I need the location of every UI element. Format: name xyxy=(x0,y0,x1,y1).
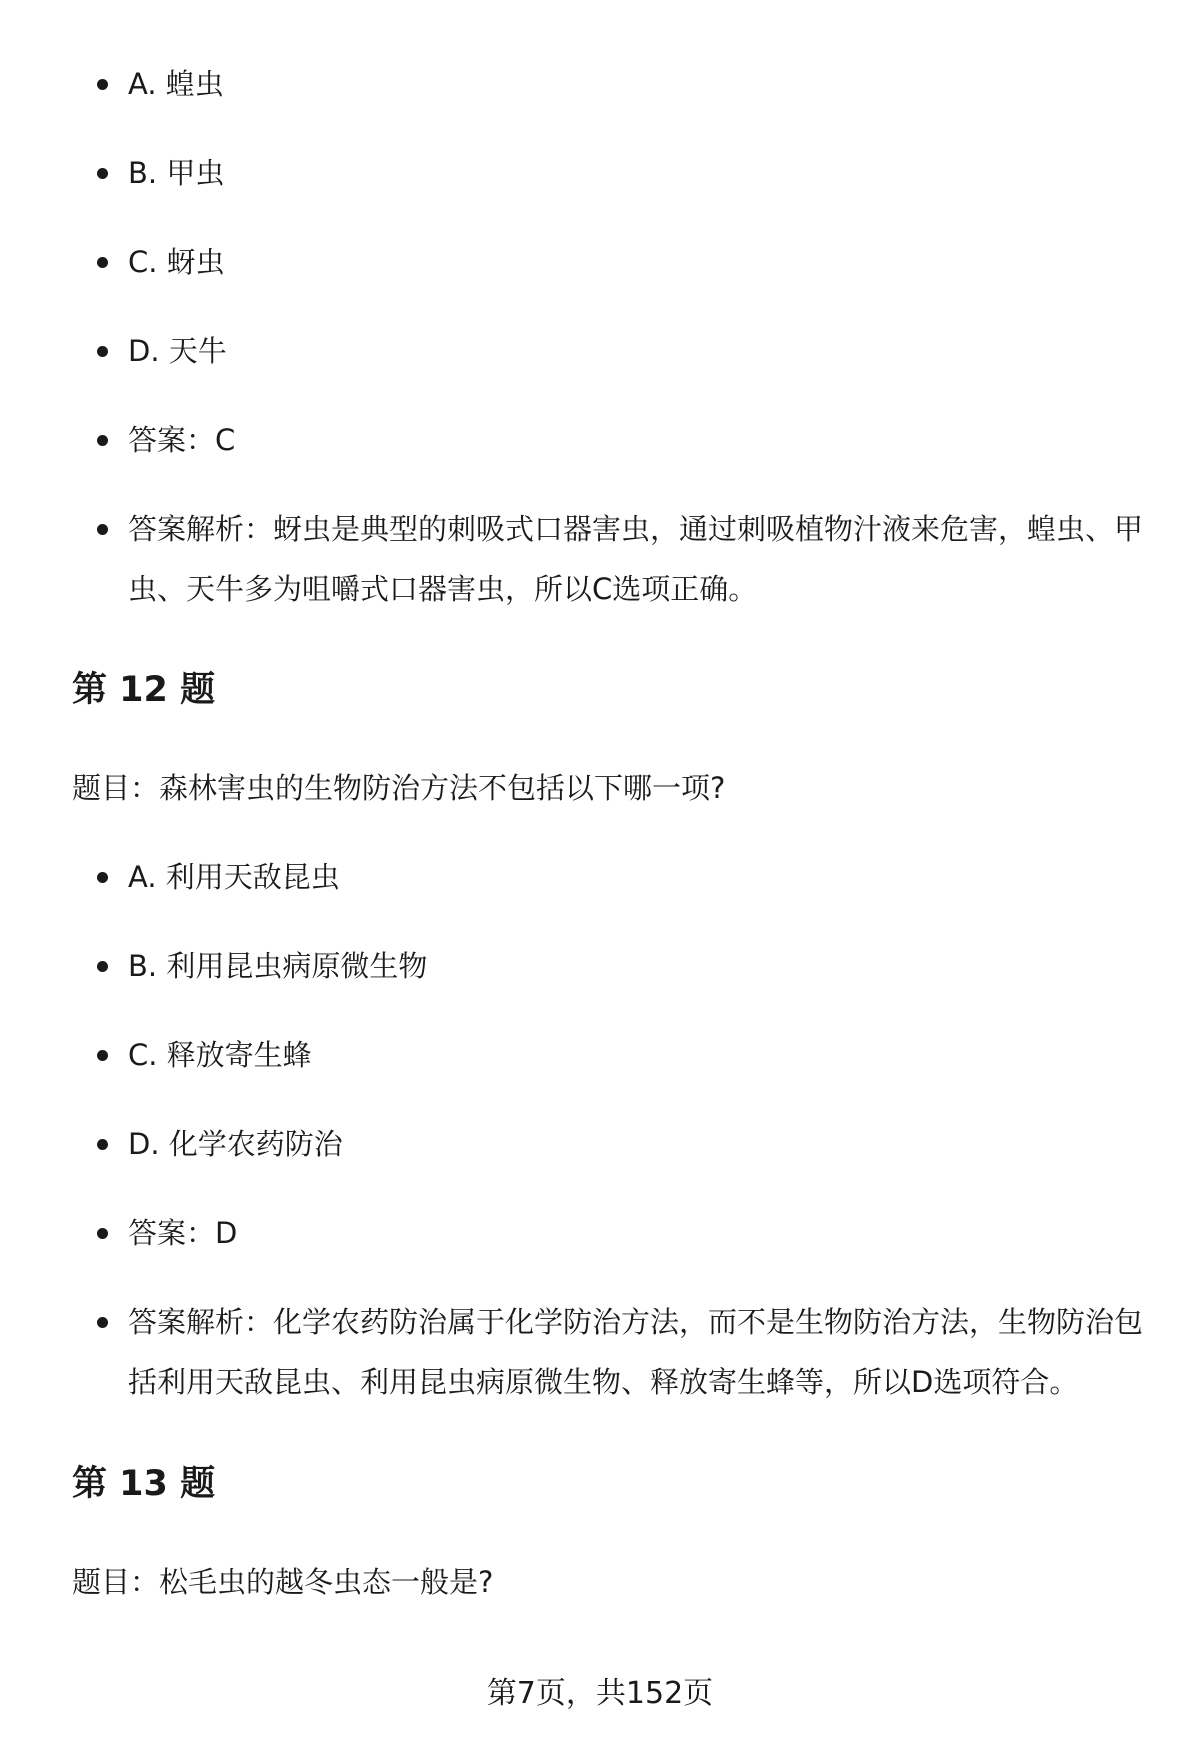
q12-question: 题目：森林害虫的生物防治方法不包括以下哪一项? xyxy=(72,771,726,805)
q13-heading: 第 13 题 xyxy=(72,1464,216,1504)
q12-option-b: B. 利用昆虫病原微生物 xyxy=(0,936,1200,996)
q11-option-list xyxy=(0,54,1200,619)
q11-option-c: C. 蚜虫 xyxy=(0,232,1200,292)
q11-explanation: 答案解析：蚜虫是典型的刺吸式口器害虫，通过刺吸植物汁液来危害，蝗虫、甲虫、天牛多为咀嚼式口器害虫，所以C选项正确。 xyxy=(0,499,1200,619)
q13-question: 题目：松毛虫的越冬虫态一般是? xyxy=(72,1565,494,1599)
q12-answer: 答案：D xyxy=(0,1203,1200,1263)
q12-option-a: A. 利用天敌昆虫 xyxy=(0,847,1200,907)
q11-option-d: D. 天牛 xyxy=(0,321,1200,381)
q12-explanation: 答案解析：化学农药防治属于化学防治方法，而不是生物防治方法，生物防治包括利用天敌昆虫、利用昆虫病原微生物、释放寄生蜂等，所以D选项符合。 xyxy=(0,1292,1200,1412)
q11-answer: 答案：C xyxy=(0,410,1200,470)
q11-option-a: A. 蝗虫 xyxy=(0,54,1200,114)
page-number: 第7页，共152页 xyxy=(486,1676,714,1711)
q12-option-list xyxy=(0,847,1200,1412)
q12-option-c: C. 释放寄生蜂 xyxy=(0,1025,1200,1085)
q11-option-b: B. 甲虫 xyxy=(0,143,1200,203)
q12-option-d: D. 化学农药防治 xyxy=(0,1114,1200,1174)
q12-heading: 第 12 题 xyxy=(72,670,216,710)
